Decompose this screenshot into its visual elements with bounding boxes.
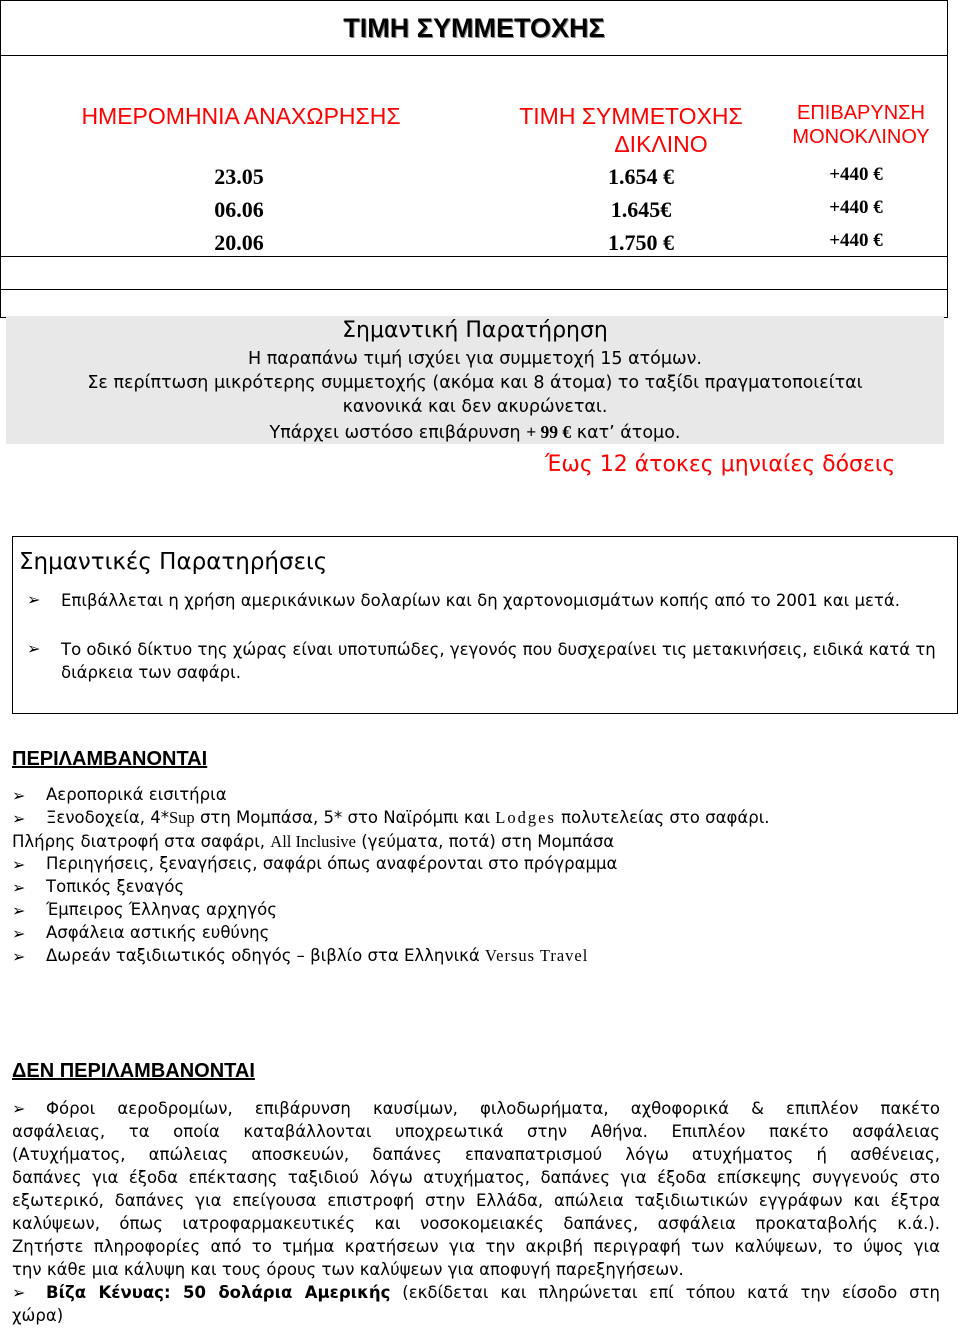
guidebook-brand: Versus Travel <box>485 946 589 965</box>
note-item-2: Το οδικό δίκτυο της χώρας είναι υποτυπώδες, γεγονός που δυσχεραίνει τις μετακινήσεις, ειδικά κατά τη διάρκεια των σαφάρι. <box>61 640 936 682</box>
table-divider <box>1 256 947 257</box>
arrowhead-bullet-icon: ➢ <box>27 639 41 658</box>
row-2-single: +440 € <box>829 197 883 218</box>
included-item: Περιηγήσεις, ξεναγήσεις, σαφάρι όπως αναφέρονται στο πρόγραμμα <box>46 854 618 873</box>
excluded-line: Ζητήστε πληροφορίες από το τμήμα κρατήσεων για την ακριβή περιγραφή των καλύψεων, το ύψος για <box>12 1237 940 1256</box>
notice-surcharge-suffix: κατ’ άτομο. <box>576 423 681 443</box>
notice-box <box>6 316 944 444</box>
row-2-price: 1.645€ <box>610 197 672 222</box>
excluded-line: (Ατυχήματος, απώλειας αποσκευών, δαπάνες επαναπατρισμού λόγω ατυχήματος ή ασθένειας, <box>12 1145 940 1164</box>
arrowhead-bullet-icon: ➢ <box>12 786 26 805</box>
notice-surcharge-amount: + 99 € <box>526 422 572 442</box>
installments-banner: Έως 12 άτοκες μηνιαίες δόσεις <box>545 452 896 477</box>
included-hotels-text: Ξενοδοχεία, 4* <box>46 808 169 827</box>
price-table <box>0 56 948 318</box>
header-price-line1: ΤΙΜΗ ΣΥΜΜΕΤΟΧΗΣ <box>519 103 743 129</box>
row-3-single: +440 € <box>829 230 883 251</box>
notice-line-1: Η παραπάνω τιμή ισχύει για συμμετοχή 15 ατόμων. <box>247 349 702 369</box>
excluded-line: την κάθε μια κάλυψη και τους όρους των καλύψεων για αποφυγή παρεξηγήσεων. <box>12 1260 684 1279</box>
arrowhead-bullet-icon: ➢ <box>12 947 26 966</box>
excluded-line: καλύψεων, όπως ιατροφαρμακευτικές και νοσοκομειακές δαπάνες, ασφάλεια προκαταβολής κ.ά.). <box>12 1214 940 1233</box>
excluded-line: Φόροι αεροδρομίων, επιβάρυνση καυσίμων, φιλοδωρήματα, αχθοφορικά & επιπλέον πακέτο <box>46 1099 940 1118</box>
included-item: Ασφάλεια αστικής ευθύνης <box>46 923 270 942</box>
visa-line <box>46 1281 940 1304</box>
excluded-line: εξωτερικό, δαπάνες για επείγουσα επιστροφή στην Ελλάδα, απώλεια ταξιδιωτικών εγγράφων και έξτρα <box>12 1191 940 1210</box>
excluded-line: δαπάνες για έξοδα επέκτασης ταξιδιού λόγω ατυχήματος, δαπάνες για έξοδα επίσκεψης συγγενούς στο <box>12 1168 940 1187</box>
visa-end: χώρα) <box>12 1306 64 1325</box>
included-hotels-lodges: Lodges <box>495 808 556 827</box>
full-board-all-inclusive: All Inclusive <box>270 832 356 851</box>
note-item-1: Επιβάλλεται η χρήση αμερικάνικων δολαρίων και δη χαρτονομισμάτων κοπής από το 2001 και μετά. <box>61 591 900 610</box>
excluded-line: ασφάλειας, τα οποία καταβάλλονται υποχρεωτικά στην Αθήνα. Επιπλέον πακέτο ασφάλειας <box>12 1122 940 1141</box>
visa-bold: Βίζα Κένυας: 50 δολάρια Αμερικής <box>46 1283 391 1302</box>
included-full-board <box>12 832 614 852</box>
included-title: ΠΕΡΙΛΑΜΒΑΝΟΝΤΑΙ <box>12 748 208 770</box>
header-single-line1: ΕΠΙΒΑΡΥΝΣΗ <box>797 102 925 124</box>
arrowhead-bullet-icon: ➢ <box>12 809 26 828</box>
notice-title: Σημαντική Παρατήρηση <box>342 318 608 343</box>
arrowhead-bullet-icon: ➢ <box>12 924 26 943</box>
row-1-date: 23.05 <box>214 164 264 189</box>
excluded-title: ΔΕΝ ΠΕΡΙΛΑΜΒΑΝΟΝΤΑΙ <box>12 1060 255 1082</box>
notice-line-2: Σε περίπτωση μικρότερης συμμετοχής (ακόμα και 8 άτομα) το ταξίδι πραγματοποιείται <box>87 373 863 393</box>
row-1-price: 1.654 € <box>608 164 674 189</box>
guidebook-text: Δωρεάν ταξιδιωτικός οδηγός – βιβλίο στα Ελληνικά <box>46 946 480 965</box>
included-item <box>46 808 770 828</box>
included-item: Τοπικός ξεναγός <box>46 877 185 896</box>
arrowhead-bullet-icon: ➢ <box>12 1283 26 1302</box>
full-board-text: Πλήρης διατροφή στα σαφάρι, <box>12 832 266 851</box>
arrowhead-bullet-icon: ➢ <box>27 590 41 609</box>
header-price-line2: ΔΙΚΛΙΝΟ <box>614 131 708 157</box>
arrowhead-bullet-icon: ➢ <box>12 901 26 920</box>
visa-rest: (εκδίδεται και πληρώνεται επί τόπου κατά την είσοδο στη <box>402 1283 940 1302</box>
row-3-price: 1.750 € <box>608 230 674 255</box>
included-item: Αεροπορικά εισιτήρια <box>46 785 227 804</box>
arrowhead-bullet-icon: ➢ <box>12 1099 26 1118</box>
row-3-date: 20.06 <box>214 230 264 255</box>
included-item <box>46 946 588 966</box>
header-single-line2: ΜΟΝΟΚΛΙΝΟΥ <box>792 126 930 148</box>
arrowhead-bullet-icon: ➢ <box>12 878 26 897</box>
notes-title: Σημαντικές Παρατηρήσεις <box>19 549 328 575</box>
included-hotels-mid: στη Μομπάσα, 5* στο Ναϊρόμπι και <box>199 808 491 827</box>
page-title: ΤΙΜΗ ΣΥΜΜΕΤΟΧΗΣ <box>343 12 605 43</box>
table-divider <box>1 289 947 290</box>
title-box <box>0 0 948 56</box>
notice-line-4 <box>6 422 944 443</box>
arrowhead-bullet-icon: ➢ <box>12 855 26 874</box>
notice-surcharge-text: Υπάρχει ωστόσο επιβάρυνση <box>269 423 521 443</box>
notes-box <box>12 536 958 714</box>
row-2-date: 06.06 <box>214 197 264 222</box>
full-board-end: (γεύματα, ποτά) στη Μομπάσα <box>361 832 615 851</box>
included-hotels-sup: Sup <box>169 808 195 827</box>
header-departure: ΗΜΕΡΟΜΗΝΙΑ ΑΝΑΧΩΡΗΣΗΣ <box>81 103 401 129</box>
included-item: Έμπειρος Έλληνας αρχηγός <box>46 900 277 919</box>
included-hotels-end: πολυτελείας στο σαφάρι. <box>561 808 770 827</box>
notice-line-3: κανονικά και δεν ακυρώνεται. <box>342 397 608 417</box>
row-1-single: +440 € <box>829 164 883 185</box>
